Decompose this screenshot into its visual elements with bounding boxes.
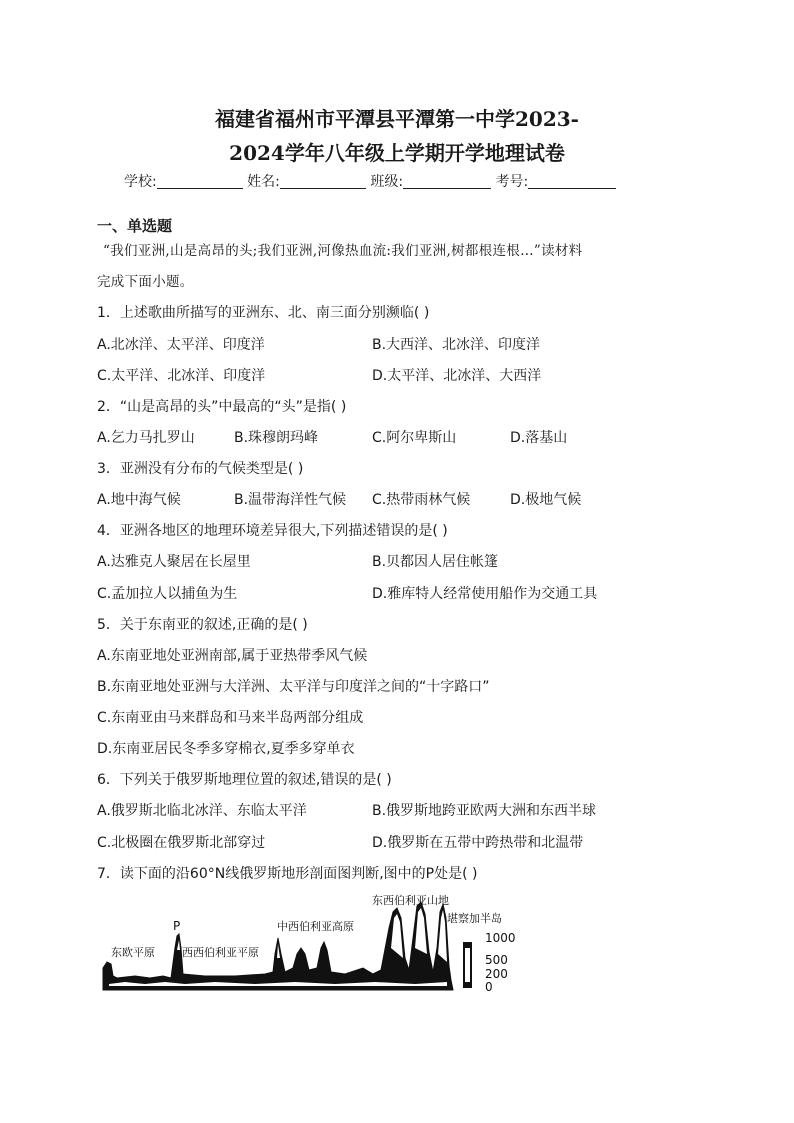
exam-number-label: 考号: xyxy=(495,174,529,190)
scale-1000: 1000 xyxy=(485,931,516,945)
label-east-europe: 东欧平原 xyxy=(111,946,155,959)
question-3-option-b[interactable]: B.温带海洋性气候 xyxy=(234,492,347,508)
label-west-siberia: 西西伯利亚平原 xyxy=(182,946,259,959)
question-6-stem: 6．下列关于俄罗斯地理位置的叙述,错误的是( ) xyxy=(97,772,392,788)
scale-0: 0 xyxy=(485,980,493,994)
question-4-option-b[interactable]: B.贝都因人居住帐篷 xyxy=(372,554,499,570)
label-kamchatka: 堪察加半岛 xyxy=(447,912,502,925)
exam-title-line1: 福建省福州市平潭县平潭第一中学2023- xyxy=(215,107,579,131)
question-6-option-d[interactable]: D.俄罗斯在五带中跨热带和北温带 xyxy=(372,835,584,851)
label-p: P xyxy=(173,919,181,933)
question-2-stem: 2．“山是高昂的头”中最高的“头”是指( ) xyxy=(97,399,347,415)
question-5-stem: 5．关于东南亚的叙述,正确的是( ) xyxy=(97,617,308,633)
question-4-option-c[interactable]: C.孟加拉人以捕鱼为生 xyxy=(97,586,238,602)
question-5-option-d[interactable]: D.东南亚居民冬季多穿棉衣,夏季多穿单衣 xyxy=(97,741,355,757)
school-label: 学校: xyxy=(124,174,157,190)
question-2-option-b[interactable]: B.珠穆朗玛峰 xyxy=(234,430,319,446)
terrain-profile-figure xyxy=(95,888,535,1000)
question-4-stem: 4．亚洲各地区的地理环境差异很大,下列描述错误的是( ) xyxy=(97,523,448,539)
question-7-stem: 7．读下面的沿60°N线俄罗斯地形剖面图判断,图中的P处是( ) xyxy=(97,866,478,882)
exam-number-blank[interactable] xyxy=(528,174,616,189)
question-1-option-c[interactable]: C.太平洋、北冰洋、印度洋 xyxy=(97,368,266,384)
label-central-siberia: 中西伯利亚高原 xyxy=(277,920,354,933)
name-label: 姓名: xyxy=(247,174,280,190)
student-info-fields xyxy=(124,171,616,191)
question-3-option-c[interactable]: C.热带雨林气候 xyxy=(372,492,471,508)
class-blank[interactable] xyxy=(403,174,491,189)
question-2-option-d[interactable]: D.落基山 xyxy=(510,430,568,446)
scale-200: 200 xyxy=(485,967,508,981)
school-blank[interactable] xyxy=(157,174,243,189)
name-field[interactable] xyxy=(247,171,366,191)
label-east-siberia: 东西伯利亚山地 xyxy=(372,894,449,907)
exam-title-line2: 2024学年八年级上学期开学地理试卷 xyxy=(229,141,565,165)
question-5-option-b[interactable]: B.东南亚地处亚洲与大洋洲、太平洋与印度洋之间的“十字路口” xyxy=(97,679,490,695)
intro-line-2: 完成下面小题。 xyxy=(97,274,194,290)
question-1-option-d[interactable]: D.太平洋、北冰洋、大西洋 xyxy=(372,368,542,384)
question-4-option-d[interactable]: D.雅库特人经常使用船作为交通工具 xyxy=(372,586,598,602)
question-5-option-c[interactable]: C.东南亚由马来群岛和马来半岛两部分组成 xyxy=(97,710,364,726)
question-4-option-a[interactable]: A.达雅克人聚居在长屋里 xyxy=(97,554,251,570)
exam-number-field[interactable] xyxy=(496,171,617,191)
school-field[interactable] xyxy=(124,171,243,191)
question-6-option-a[interactable]: A.俄罗斯北临北冰洋、东临太平洋 xyxy=(97,803,307,819)
question-1-stem: 1．上述歌曲所描写的亚洲东、北、南三面分别濒临( ) xyxy=(97,305,430,321)
question-3-stem: 3．亚洲没有分布的气候类型是( ) xyxy=(97,461,304,477)
name-blank[interactable] xyxy=(280,174,366,189)
question-6-option-b[interactable]: B.俄罗斯地跨亚欧两大洲和东西半球 xyxy=(372,803,597,819)
question-2-option-a[interactable]: A.乞力马扎罗山 xyxy=(97,430,195,446)
question-3-option-d[interactable]: D.极地气候 xyxy=(510,492,582,508)
question-2-option-c[interactable]: C.阿尔卑斯山 xyxy=(372,430,457,446)
question-5-option-a[interactable]: A.东南亚地处亚洲南部,属于亚热带季风气候 xyxy=(97,648,368,664)
scale-500: 500 xyxy=(485,953,508,967)
section-heading: 一、单选题 xyxy=(97,217,173,235)
question-1-option-a[interactable]: A.北冰洋、太平洋、印度洋 xyxy=(97,337,265,353)
question-1-option-b[interactable]: B.大西洋、北冰洋、印度洋 xyxy=(372,337,541,353)
question-3-option-a[interactable]: A.地中海气候 xyxy=(97,492,181,508)
intro-line-1: “我们亚洲,山是高昂的头;我们亚洲,河像热血流:我们亚洲,树都根连根…”读材料 xyxy=(103,243,583,259)
question-6-option-c[interactable]: C.北极圈在俄罗斯北部穿过 xyxy=(97,835,266,851)
class-field[interactable] xyxy=(370,171,491,191)
class-label: 班级: xyxy=(370,174,404,190)
